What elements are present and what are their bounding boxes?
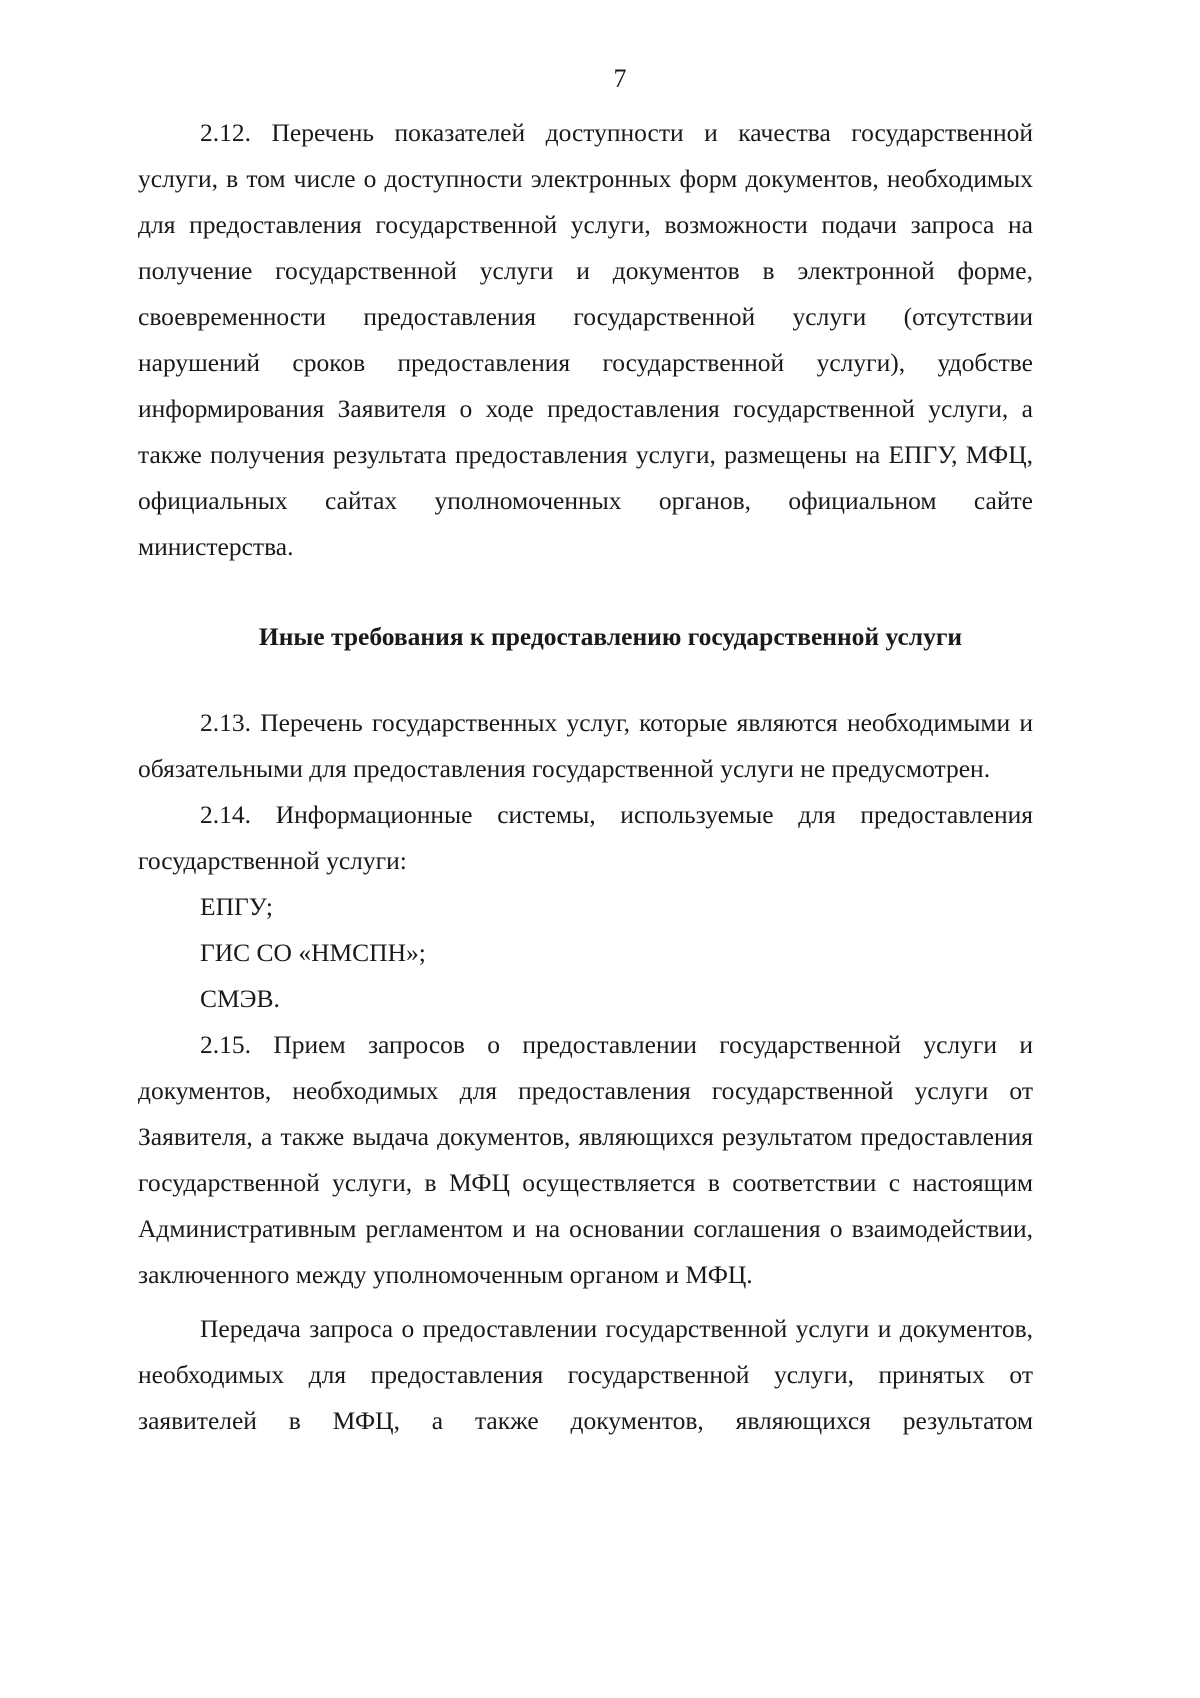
document-body (138, 110, 1033, 1444)
list-item-epgu: ЕПГУ; (200, 892, 273, 921)
paragraph-2-13: 2.13. Перечень государственных услуг, которые являются необходимыми и обязательными для предоставления государственной услуги не предусмотрен. (138, 708, 1033, 783)
paragraph-2-15: 2.15. Прием запросов о предоставлении государственной услуги и документов, необходимых для предоставления государственной услуги от Заявителя, а также выдача документов, являющихся результатом предоставления государственной услуги, в МФЦ осуществляется в соответствии с настоящим Административным регламентом и на основании соглашения о взаимодействии, заключенного между уполномоченным органом и МФЦ. (138, 1030, 1033, 1289)
section-heading-other-requirements: Иные требования к предоставлению государственной услуги (258, 622, 963, 651)
paragraph-2-14: 2.14. Информационные системы, используемые для предоставления государственной услуги: (138, 800, 1033, 875)
paragraph-2-12: 2.12. Перечень показателей доступности и качества государственной услуги, в том числе о доступности электронных форм документов, необходимых для предоставления государственной услуги, возможности подачи запроса на получение государственной услуги и документов в электронной форме, своевременности предоставления государственной услуги (отсутствии нарушений сроков предоставления государственной услуги), удобстве информирования Заявителя о ходе предоставления государственной услуги, а также получения результата предоставления услуги, размещены на ЕПГУ, МФЦ, официальных сайтах уполномоченных органов, официальном сайте министерства. (138, 118, 1033, 561)
list-item-gis: ГИС СО «НМСПН»; (200, 938, 426, 967)
page-number: 7 (613, 64, 627, 93)
list-item-smev: СМЭВ. (200, 984, 280, 1013)
paragraph-transfer: Передача запроса о предоставлении государственной услуги и документов, необходимых для предоставления государственной услуги, принятых от заявителей в МФЦ, а также документов, являющихся результатом (138, 1314, 1033, 1435)
